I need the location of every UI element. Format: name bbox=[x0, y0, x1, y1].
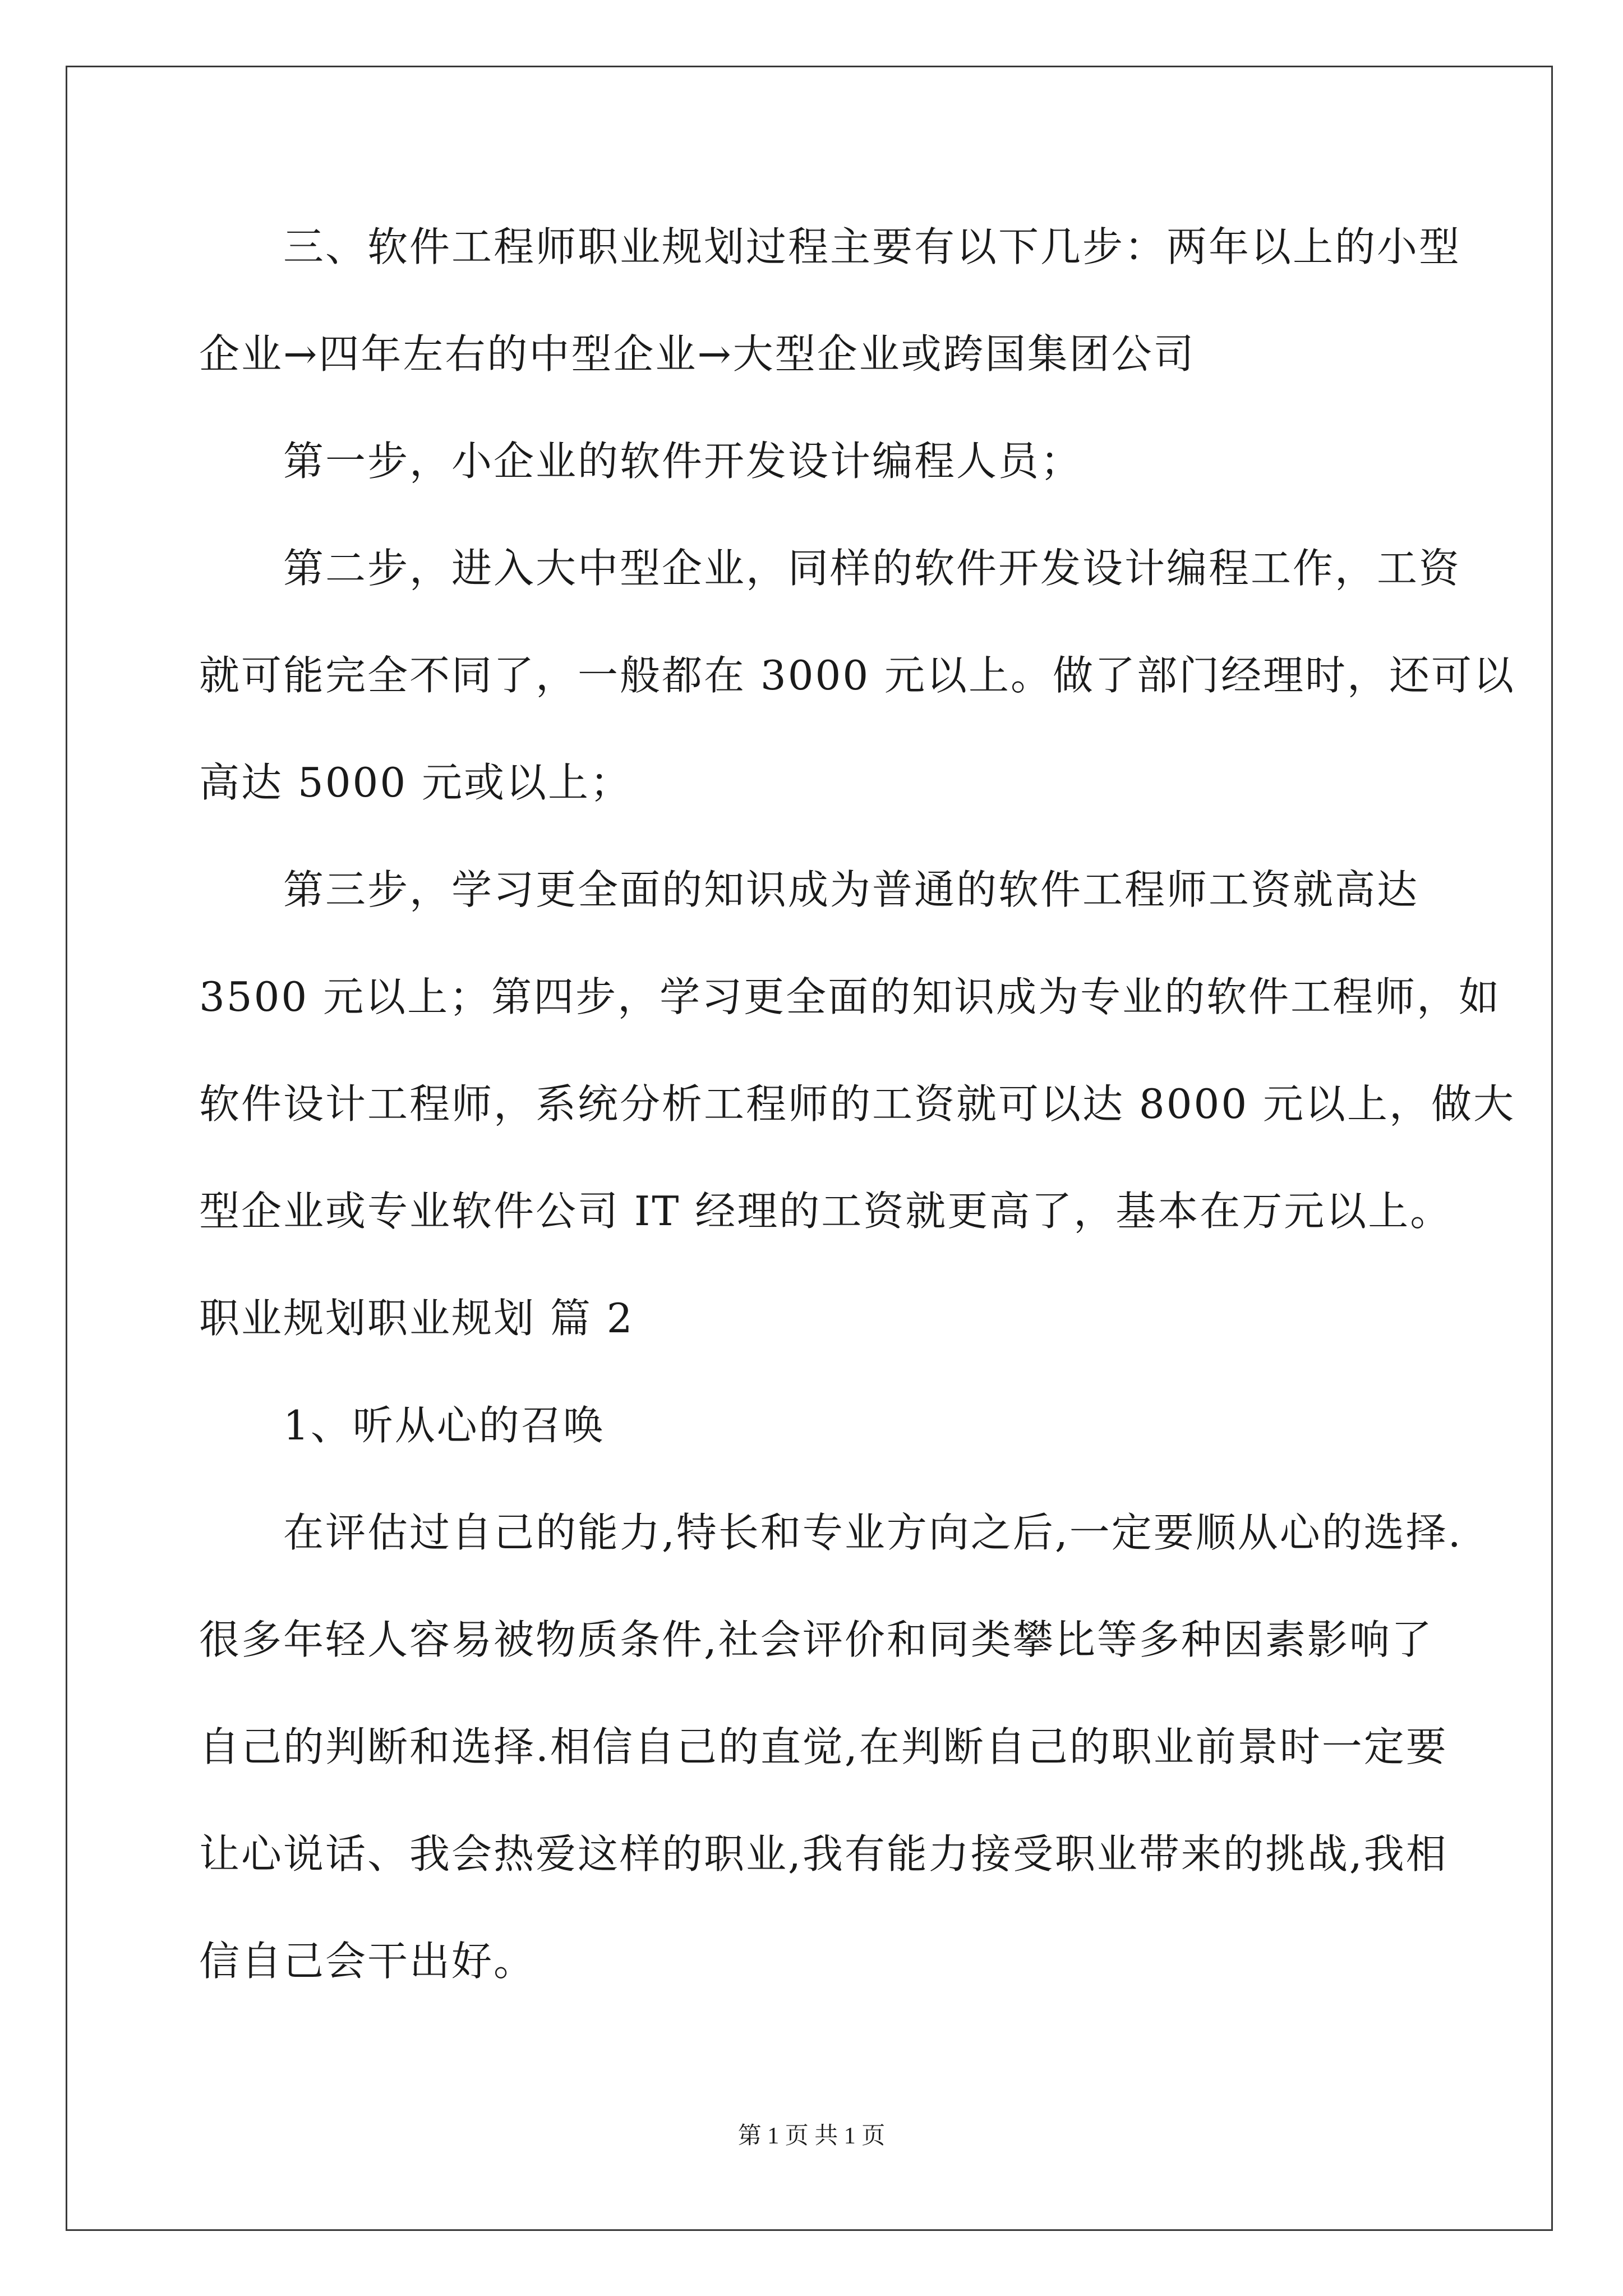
paragraph-line: 就可能完全不同了，一般都在 3000 元以上。做了部门经理时，还可以 bbox=[199, 652, 1516, 699]
document-body bbox=[199, 216, 1516, 2037]
paragraph-line: 3500 元以上；第四步，学习更全面的知识成为专业的软件工程师，如 bbox=[199, 973, 1501, 1020]
paragraph-line: 让心说话、我会热爱这样的职业,我有能力接受职业带来的挑战,我相 bbox=[199, 1830, 1448, 1878]
section-heading: 职业规划职业规划 篇 2 bbox=[199, 1295, 634, 1342]
page-number-footer: 第 1 页 共 1 页 bbox=[737, 2123, 886, 2149]
paragraph-line: 高达 5000 元或以上； bbox=[199, 759, 633, 806]
paragraph-line: 企业→四年左右的中型企业→大型企业或跨国集团公司 bbox=[199, 330, 1196, 378]
paragraph-line: 三、软件工程师职业规划过程主要有以下几步：两年以上的小型 bbox=[283, 223, 1461, 270]
subsection-heading: 1、听从心的召唤 bbox=[283, 1402, 605, 1449]
paragraph-line: 自己的判断和选择.相信自己的直觉,在判断自己的职业前景时一定要 bbox=[199, 1723, 1448, 1770]
paragraph-line: 很多年轻人容易被物质条件,社会评价和同类攀比等多种因素影响了 bbox=[199, 1616, 1433, 1663]
paragraph-line: 信自己会干出好。 bbox=[199, 1938, 536, 1985]
paragraph-line: 第二步，进入大中型企业，同样的软件开发设计编程工作，工资 bbox=[283, 545, 1461, 592]
paragraph-line: 软件设计工程师，系统分析工程师的工资就可以达 8000 元以上，做大 bbox=[199, 1080, 1516, 1128]
paragraph-line: 第一步，小企业的软件开发设计编程人员； bbox=[283, 438, 1083, 485]
paragraph-line: 第三步，学习更全面的知识成为普通的软件工程师工资就高达 bbox=[283, 866, 1419, 913]
paragraph-line: 在评估过自己的能力,特长和专业方向之后,一定要顺从心的选择. bbox=[283, 1509, 1463, 1556]
paragraph-line: 型企业或专业软件公司 IT 经理的工资就更高了，基本在万元以上。 bbox=[199, 1188, 1453, 1235]
